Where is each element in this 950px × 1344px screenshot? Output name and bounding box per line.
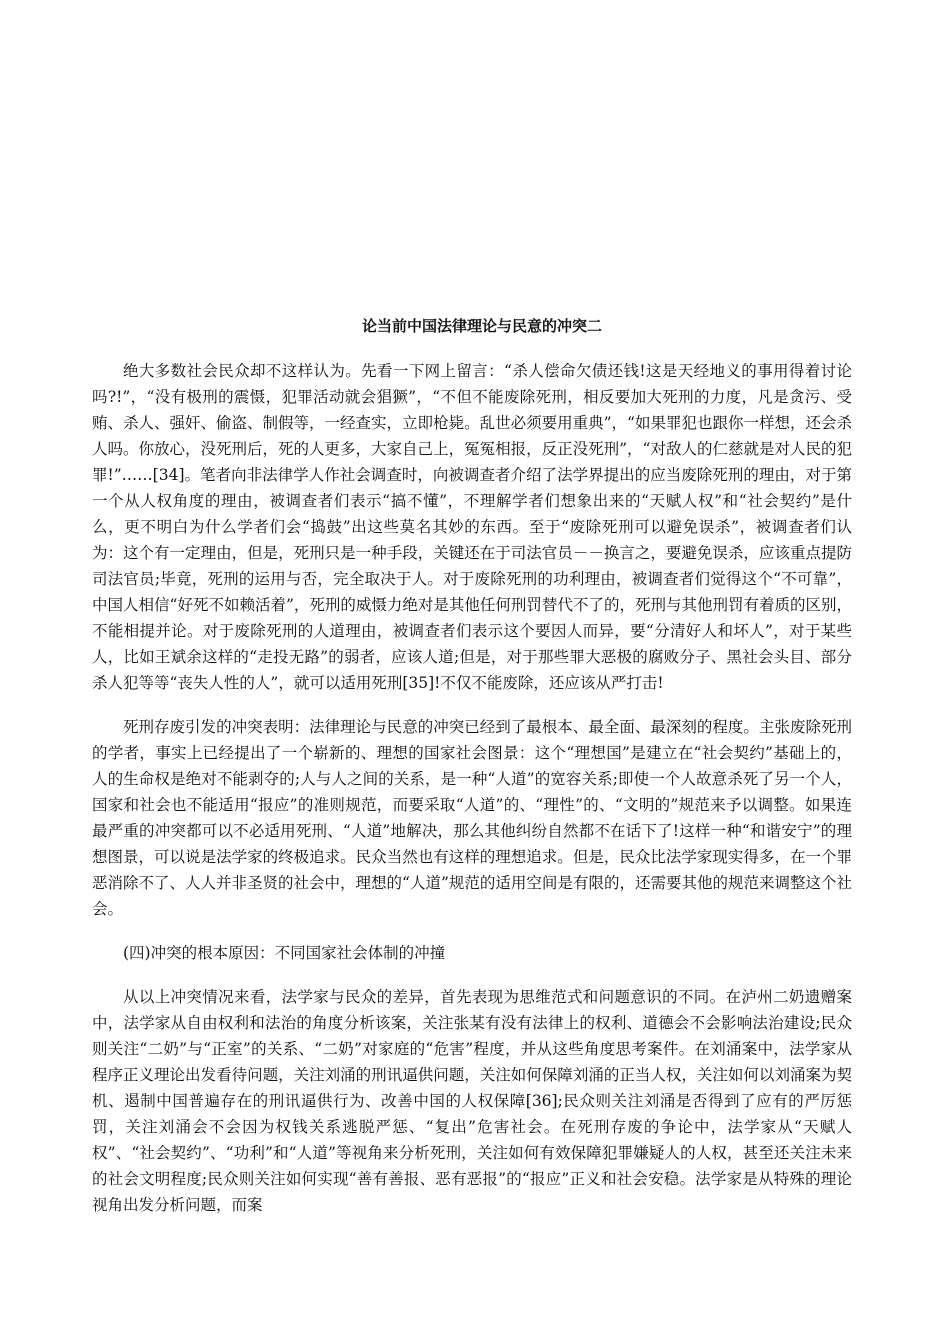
paragraph-death-penalty-conflict: 死刑存废引发的冲突表明：法律理论与民意的冲突已经到了最根本、最全面、最深刻的程度。主张废除死刑的学者，事实上已经提出了一个崭新的、理想的国家社会图景：这个“理想国”是建立在“社会契约”基础上的，人的生命权是绝对不能剥夺的;人与人之间的关系，是一种“人道”的宽容关系;即使一个人故意杀死了另一个人，国家和社会也不能适用“报应”的准则规范，而要采取“人道”的、“理性”的、“文明的”规范来予以调整。如果连最严重的冲突都可以不必适用死刑、“人道”地解决，那么其他纠纷自然都不在话下了!这样一种“和谐安宁”的理想图景，可以说是法学家的终极追求。民众当然也有这样的理想追求。但是，民众比法学家现实得多，在一个罪恶消除不了、人人并非圣贤的社会中，理想的“人道”规范的适用空间是有限的，还需要其他的规范来调整这个社会。 — [92, 718, 852, 918]
section-heading: (四)冲突的根本原因：不同国家社会体制的冲撞 — [123, 944, 446, 962]
paragraph-root-cause: 从以上冲突情况来看，法学家与民众的差异，首先表现为思维范式和问题意识的不同。在泸州二奶遗赠案中，法学家从自由权利和法治的角度分析该案，关注张某有没有法律上的权利、道德会不会影响法治建设;民众则关注“二奶”与“正室”的关系、“二奶”对家庭的“危害”程度，并从这些角度思考案件。在刘涌案中，法学家从程序正义理论出发看待问题，关注刘涌的刑讯逼供问题，关注如何保障刘涌的正当人权，关注如何以刘涌案为契机、遏制中国普遍存在的刑讯逼供行为、改善中国的人权保障[36];民众则关注刘涌是否得到了应有的严厉惩罚，关注刘涌会不会因为权钱关系逃脱严惩、“复出”危害社会。在死刑存废的争论中，法学家从“天赋人权”、“社会契约”、“功利”和“人道”等视角来分析死刑，关注如何有效保障犯罪嫌疑人的人权，甚至还关注未来的社会文明程度;民众则关注如何实现“善有善报、恶有恶报”的“报应”正义和社会安稳。法学家是从特殊的理论视角出发分析问题，而案 — [92, 988, 852, 1214]
paragraph-public-opinion: 绝大多数社会民众却不这样认为。先看一下网上留言：“杀人偿命欠债还钱!这是天经地义的事用得着讨论吗?!”，“没有极刑的震慑，犯罪活动就会猖獗”，“不但不能废除死刑，相反要加大死刑的力度，凡是贪污、受贿、杀人、强奸、偷盗、制假等，一经查实，立即枪毙。乱世必须要用重典”，“如果罪犯也跟你一样想，还会杀人吗。你放心，没死刑后，死的人更多，大家自己上，冤冤相报，反正没死刑”，“对敌人的仁慈就是对人民的犯罪!”……[34]。笔者向非法律学人作社会调查时，向被调查者介绍了法学界提出的应当废除死刑的理由，对于第一个从人权角度的理由，被调查者们表示“搞不懂”，不理解学者们想象出来的“天赋人权”和“社会契约”是什么，更不明白为什么学者们会“捣鼓”出这些莫名其妙的东西。至于“废除死刑可以避免误杀”，被调查者们认为：这个有一定理由，但是，死刑只是一种手段，关键还在于司法官员－－换言之，要避免误杀，应该重点提防司法官员;毕竟，死刑的运用与否，完全取决于人。对于废除死刑的功利理由，被调查者们觉得这个“不可靠”，中国人相信“好死不如赖活着”，死刑的威慑力绝对是其他任何刑罚替代不了的，死刑与其他刑罚有着质的区别，不能相提并论。对于废除死刑的人道理由，被调查者们表示这个要因人而异，要“分清好人和坏人”，对于某些人，比如王斌余这样的“走投无路”的弱者，应该人道;但是，对于那些罪大恶极的腐败分子、黑社会头目、部分杀人犯等等“丧失人性的人”，就可以适用死刑[35]!不仅不能废除，还应该从严打击! — [92, 362, 852, 692]
document-page — [92, 316, 852, 1236]
document-title: 论当前中国法律理论与民意的冲突二 — [361, 317, 602, 335]
